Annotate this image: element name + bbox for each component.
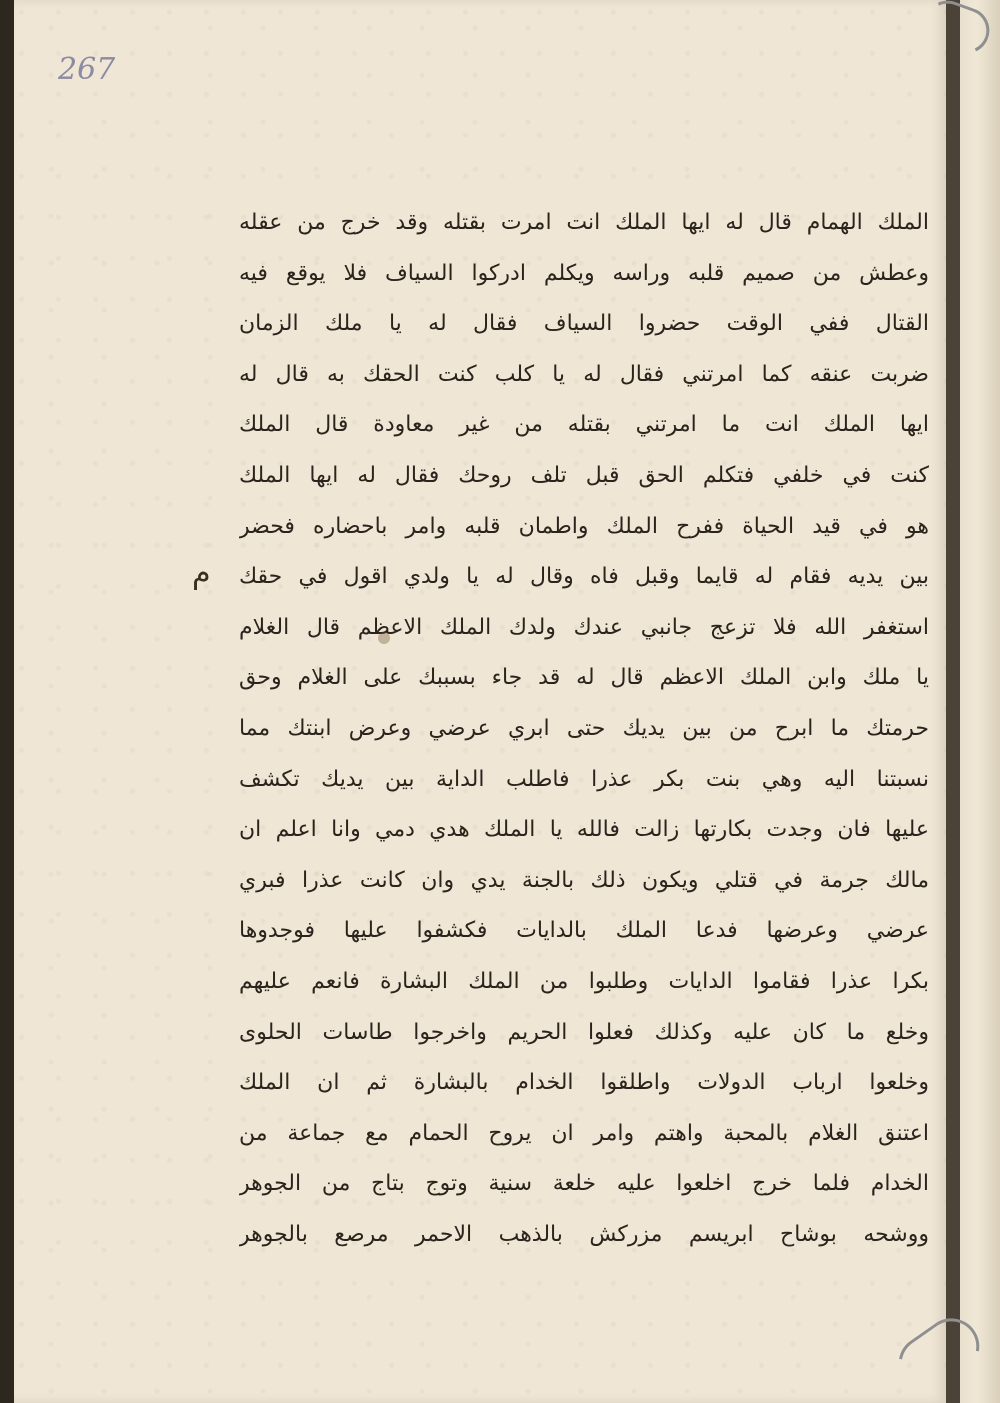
text-line: ضربت عنقه كما امرتني فقال له يا كلب كنت الحقك به قال له (239, 361, 929, 387)
manuscript-text-block (239, 198, 929, 1260)
text-line: عرضي وعرضها فدعا الملك بالدايات فكشفوا عليها فوجدوها (239, 918, 929, 944)
text-line: عليها فان وجدت بكارتها زالت فالله يا الملك هدي دمي وانا اعلم ان (239, 817, 929, 843)
text-line: بكرا عذرا فقاموا الدايات وطلبوا من الملك البشارة فانعم عليهم (239, 968, 929, 994)
folio-number: 267 (58, 52, 116, 87)
text-line: استغفر الله فلا تزعج جانبي عندك ولدك الملك الاعظم قال الغلام (239, 614, 929, 640)
text-line: اعتنق الغلام بالمحبة واهتم وامر ان يروح الحمام مع جماعة من (239, 1120, 929, 1146)
text-line: بين يديه فقام له قايما وقبل فاه وقال له يا ولدي اقول في حقك (239, 564, 929, 590)
text-line: كنت في خلفي فتكلم الحق قبل تلف روحك فقال له ايها الملك (239, 462, 929, 488)
ink-spot (378, 632, 390, 644)
text-line: الخدام فلما خرج اخلعوا عليه خلعة سنية وتوج بتاج من الجوهر (239, 1171, 929, 1197)
text-line: الملك الهمام قال له ايها الملك انت امرت بقتله وقد خرج من عقله (239, 210, 929, 235)
margin-note: م (192, 556, 211, 591)
text-line: نسبتنا اليه وهي بنت بكر عذرا فاطلب الداية بين يديك تكشف (239, 766, 929, 792)
text-line: مالك جرمة في قتلي ويكون ذلك بالجنة يدي وان كانت عذرا فبري (239, 867, 929, 893)
text-line: وخلع ما كان عليه وكذلك فعلوا الحريم واخرجوا طاسات الحلوى (239, 1019, 929, 1045)
text-line: ايها الملك انت ما امرتني بقتله من غير معاودة قال الملك (239, 412, 929, 438)
text-line: القتال ففي الوقت حضروا السياف فقال له يا ملك الزمان (239, 311, 929, 337)
scan-right-edge (960, 0, 1000, 1403)
text-line: يا ملك وابن الملك الاعظم قال له قد جاء بسببك على الغلام وحق (239, 665, 929, 691)
text-line: ووشحه بوشاح ابريسم مزركش بالذهب الاحمر مرصع بالجوهر (239, 1221, 929, 1247)
text-line: هو في قيد الحياة ففرح الملك واطمان قلبه وامر باحضاره فحضر (239, 513, 929, 539)
text-line: وخلعوا ارباب الدولات واطلقوا الخدام بالبشارة ثم ان الملك (239, 1070, 929, 1096)
scan-left-edge (0, 0, 14, 1403)
text-line: وعطش من صميم قلبه وراسه ويكلم ادركوا السياف فلا يوقع فيه (239, 260, 929, 286)
manuscript-page (14, 0, 946, 1403)
text-line: حرمتك ما ابرح من بين يديك حتى ابري عرضي وعرض ابنتك مما (239, 715, 929, 741)
